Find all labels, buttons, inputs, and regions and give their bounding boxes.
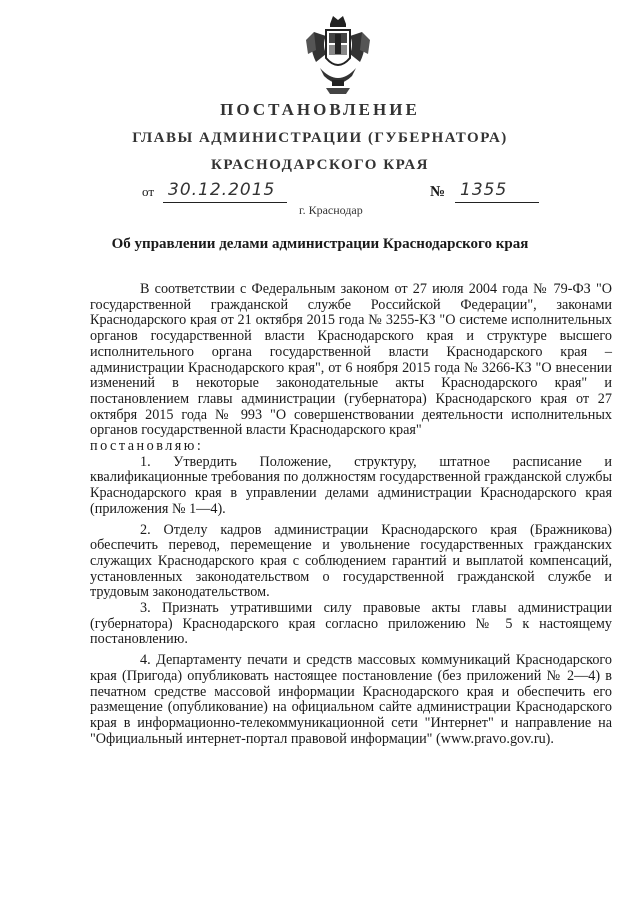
intro-paragraph: В соответствии с Федеральным законом от 27 июля 2004 года № 79-ФЗ "О государственной гражданской службе Российской Федерации", законами Краснодарского края от 21 октября 2015 года № 3255-КЗ "О системе исполнительных органов государственной власти Краснодарского края и структуре высшего исполнительного органа государственной власти Краснодарского края – администрации Краснодарского края", от 6 ноября 2015 года № 3266-КЗ "О внесении изменений в некоторые законодательные акты Краснодарского края" и постановлением главы администрации (губернатора) Краснодарского края от 27 октября 2015 года № 993 "О совершенствовании деятельности исполнительных органов государственной власти Краснодарского края"	[90, 281, 612, 439]
issuer-line-2: КРАСНОДАРСКОГО КРАЯ	[211, 157, 429, 173]
number-label: №	[430, 184, 446, 200]
document-number: 1355	[460, 180, 508, 200]
document-heading: Об управлении делами администрации Краснодарского края	[111, 236, 529, 252]
city-label: г. Краснодар	[299, 203, 363, 217]
document-body	[90, 282, 612, 747]
coat-of-arms-icon	[302, 10, 374, 96]
item-4-paragraph: 4. Департаменту печати и средств массовых коммуникаций Краснодарского края (Пригода) опубликовать настоящее постановление (без приложений № 2—4) в печатном средстве массовой информации Краснодарского края и обеспечить его размещение (опубликование) на официальном сайте администрации Краснодарского края в информационно-телекоммуникационной сети "Интернет" и направление на "Официальный интернет-портал правовой информации" (www.pravo.gov.ru).	[90, 652, 612, 747]
decree-word: постановляю:	[90, 438, 204, 455]
item-1-paragraph: 1. Утвердить Положение, структуру, штатное расписание и квалификационные требования по должностям государственной гражданской службы Краснодарского края в управлении делами администрации Краснодарского края (приложения № 1—4).	[90, 453, 612, 517]
item-3-paragraph: 3. Признать утратившими силу правовые акты главы администрации (губернатора) Краснодарского края согласно приложению № 5 к настоящему постановлению.	[90, 600, 612, 648]
date-label: от	[142, 184, 155, 199]
date-underline	[163, 202, 287, 203]
document-date: 30.12.2015	[168, 180, 276, 200]
issuer-line-1: ГЛАВЫ АДМИНИСТРАЦИИ (ГУБЕРНАТОРА)	[132, 130, 508, 146]
document-type-title: ПОСТАНОВЛЕНИЕ	[220, 100, 420, 119]
item-2-paragraph: 2. Отделу кадров администрации Краснодарского края (Бражникова) обеспечить перевод, перемещение и увольнение государственных гражданских служащих Краснодарского края с соблюдением гарантий и выплатой компенсаций, установленных законодательством о государственной гражданской службе и трудовым законодательством.	[90, 521, 612, 601]
number-underline	[455, 202, 539, 203]
